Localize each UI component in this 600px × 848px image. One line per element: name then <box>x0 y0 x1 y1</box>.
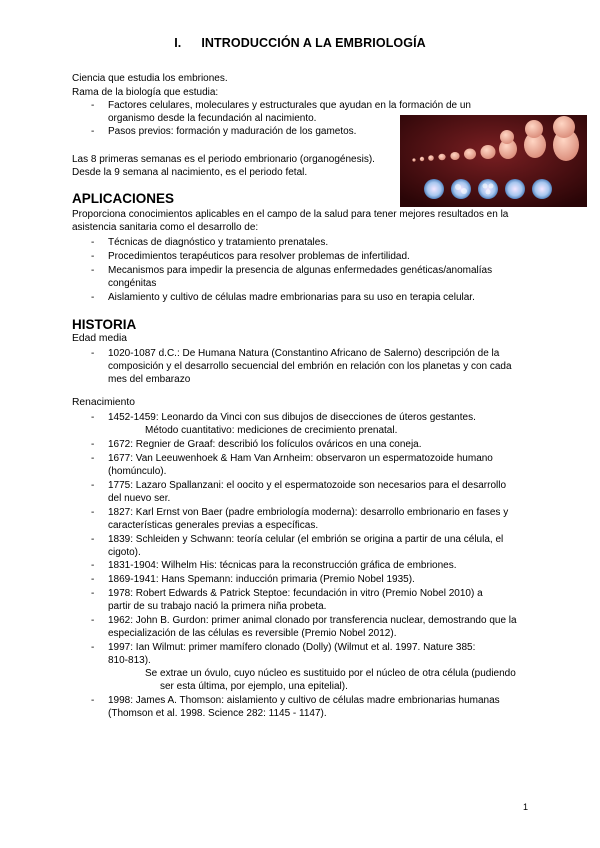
intro-line-2: Rama de la biología que estudia: <box>72 87 219 98</box>
bullet-dash: - <box>91 534 95 545</box>
bullet-dash: - <box>91 265 95 276</box>
bullet-dash: - <box>91 480 95 491</box>
bullet-dash: - <box>91 642 95 653</box>
renacimiento-item-wilmut-sub-2: ser esta última, por ejemplo, una epitelial). <box>160 681 348 692</box>
renacimiento-item-spallanzani-1: 1775: Lazaro Spallanzani: el oocito y el espermatozoide son necesarios para el desarrollo <box>108 480 507 491</box>
renacimiento-item-gurdon-2: especialización de las células es reversible (Premio Nobel 2012). <box>108 628 397 639</box>
renacimiento-item-graaf: 1672: Regnier de Graaf: describió los folículos ováricos en una coneja. <box>108 439 422 450</box>
intro-bullet-1-line-1: Factores celulares, moleculares y estructurales que ayudan en la formación de un <box>108 100 471 111</box>
bullet-dash: - <box>91 348 95 359</box>
intro-bullet-1-line-2: organismo desde la fecundación al nacimiento. <box>108 113 317 124</box>
renacimiento-item-baer-2: características generales previas a específicas. <box>108 520 319 531</box>
bullet-dash: - <box>91 615 95 626</box>
bullet-dash: - <box>91 292 95 303</box>
aplicaciones-bullet-1: Técnicas de diagnóstico y tratamiento prenatales. <box>108 237 329 248</box>
subheading-renacimiento: Renacimiento <box>72 397 135 408</box>
bullet-dash: - <box>91 588 95 599</box>
renacimiento-item-leonardo: 1452-1459: Leonardo da Vinci con sus dibujos de disecciones de úteros gestantes. <box>108 412 476 423</box>
edad-media-bullet-1-line-1: 1020-1087 d.C.: De Humana Natura (Constantino Africano de Salerno) descripción de la <box>108 348 500 359</box>
bullet-dash: - <box>91 251 95 262</box>
bullet-dash: - <box>91 507 95 518</box>
aplicaciones-p2: asistencia sanitaria como el desarrollo de: <box>72 222 259 233</box>
renacimiento-item-thomson-2: (Thomson et al. 1998. Science 282: 1145 - 1147). <box>108 708 327 719</box>
title-number: I. <box>174 36 182 50</box>
renacimiento-item-wilmut-2: 810-813). <box>108 655 151 666</box>
page-title <box>0 36 600 50</box>
bullet-dash: - <box>91 237 95 248</box>
edad-media-bullet-1-line-3: mes del embarazo <box>108 374 191 385</box>
renacimiento-item-spemann: 1869-1941: Hans Spemann: inducción primaria (Premio Nobel 1935). <box>108 574 415 585</box>
intro-line-1: Ciencia que estudia los embriones. <box>72 73 228 84</box>
embryo-development-stages-image <box>400 115 587 207</box>
aplicaciones-bullet-3-line-2: congénitas <box>108 278 157 289</box>
renacimiento-item-schleiden-1: 1839: Schleiden y Schwann: teoría celular (el embrión se origina a partir de una célula, el <box>108 534 504 545</box>
aplicaciones-bullet-3-line-1: Mecanismos para impedir la presencia de algunas enfermedades genéticas/anomalías <box>108 265 493 276</box>
renacimiento-item-schleiden-2: cigoto). <box>108 547 141 558</box>
intro-bullet-2: Pasos previos: formación y maduración de los gametos. <box>108 126 357 137</box>
section-heading-aplicaciones: APLICACIONES <box>72 191 175 206</box>
renacimiento-item-edwards-2: partir de su trabajo nació la primera niña probeta. <box>108 601 327 612</box>
edad-media-bullet-1-line-2: composición y el desarrollo secuencial del embrión en relación con los planetas y con cada <box>108 361 512 372</box>
bullet-dash: - <box>91 453 95 464</box>
aplicaciones-bullet-2: Procedimientos terapéuticos para resolver problemas de infertilidad. <box>108 251 410 262</box>
period-fetal: Desde la 9 semana al nacimiento, es el periodo fetal. <box>72 167 308 178</box>
renacimiento-item-thomson-1: 1998: James A. Thomson: aislamiento y cultivo de células madre embrionarias humanas <box>108 695 500 706</box>
renacimiento-item-wilmut-sub-1: Se extrae un óvulo, cuyo núcleo es sustituido por el núcleo de otra célula (pudiendo <box>145 668 516 679</box>
bullet-dash: - <box>91 574 95 585</box>
subheading-edad-media: Edad media <box>72 333 127 344</box>
renacimiento-item-wilmut-1: 1997: Ian Wilmut: primer mamífero clonado (Dolly) (Wilmut et al. 1997. Nature 385: <box>108 642 476 653</box>
renacimiento-item-baer-1: 1827: Karl Ernst von Baer (padre embriología moderna): desarrollo embrionario en fases y <box>108 507 509 518</box>
bullet-dash: - <box>91 126 95 137</box>
aplicaciones-bullet-4: Aislamiento y cultivo de células madre embrionarias para su uso en terapia celular. <box>108 292 475 303</box>
renacimiento-item-edwards-1: 1978: Robert Edwards & Patrick Steptoe: fecundación in vitro (Premio Nobel 2010) a <box>108 588 483 599</box>
period-embrionario: Las 8 primeras semanas es el periodo embrionario (organogénesis). <box>72 154 375 165</box>
bullet-dash: - <box>91 412 95 423</box>
renacimiento-item-his: 1831-1904: Wilhelm His: técnicas para la reconstrucción gráfica de embriones. <box>108 560 457 571</box>
renacimiento-item-spallanzani-2: del nuevo ser. <box>108 493 171 504</box>
section-heading-historia: HISTORIA <box>72 317 137 332</box>
renacimiento-item-leonardo-sub: Método cuantitativo: mediciones de crecimiento prenatal. <box>145 425 398 436</box>
aplicaciones-p1: Proporciona conocimientos aplicables en el campo de la salud para tener mejores resultados en la <box>72 209 509 220</box>
bullet-dash: - <box>91 439 95 450</box>
bullet-dash: - <box>91 695 95 706</box>
renacimiento-item-leeuwenhoek-1: 1677: Van Leeuwenhoek & Ham Van Arnheim: observaron un espermatozoide humano <box>108 453 493 464</box>
bullet-dash: - <box>91 100 95 111</box>
embryo-illustration <box>400 115 587 207</box>
renacimiento-item-gurdon-1: 1962: John B. Gurdon: primer animal clonado por transferencia nuclear, demostrando que la <box>108 615 517 626</box>
page-number: 1 <box>522 802 528 812</box>
renacimiento-item-leeuwenhoek-2: (homúnculo). <box>108 466 167 477</box>
bullet-dash: - <box>91 560 95 571</box>
title-text: INTRODUCCIÓN A LA EMBRIOLOGÍA <box>201 36 426 50</box>
